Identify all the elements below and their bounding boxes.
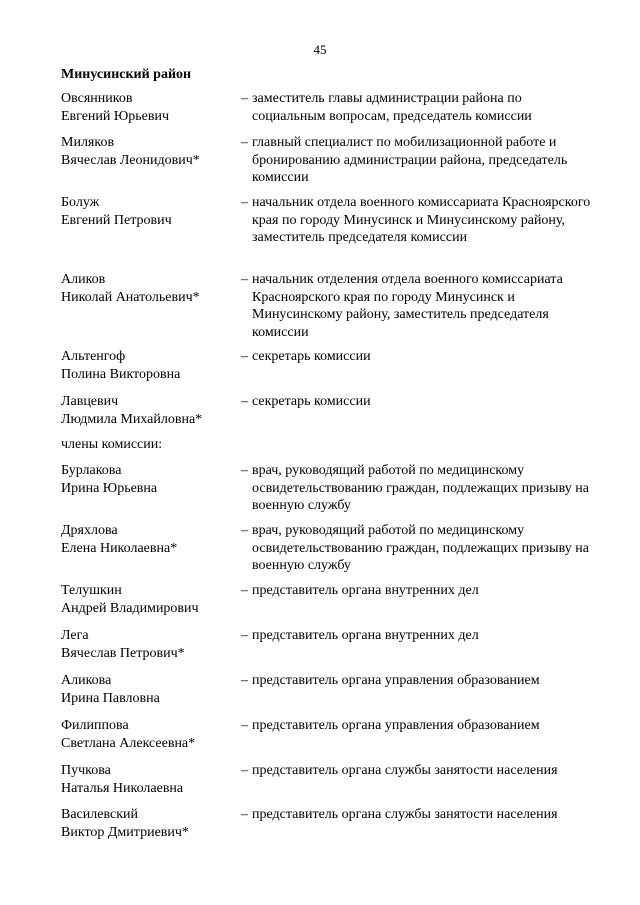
dash-separator: –	[241, 673, 248, 688]
member-surname: Болуж	[61, 195, 100, 210]
member-given-names: Виктор Дмитриевич*	[61, 824, 189, 840]
dash-separator: –	[241, 349, 248, 364]
member-role: представитель органа службы занятости населения	[252, 763, 558, 778]
dash-separator: –	[241, 583, 248, 598]
member-name	[61, 90, 236, 125]
member-name	[61, 462, 236, 497]
member-name	[61, 582, 236, 617]
member-given-names: Полина Викторовна	[61, 366, 181, 382]
member-name	[61, 393, 236, 428]
member-role: представитель органа управления образованием	[252, 718, 540, 733]
dash-separator: –	[241, 763, 248, 778]
dash-separator: –	[241, 718, 248, 733]
dash-separator: –	[241, 628, 248, 643]
dash-separator: –	[241, 463, 248, 478]
member-role: представитель органа службы занятости населения	[252, 807, 558, 822]
member-role: главный специалист по мобилизационной работе и бронированию администрации района, председатель комиссии	[252, 135, 568, 185]
member-name	[61, 806, 236, 841]
member-role: секретарь комиссии	[252, 349, 371, 364]
page-number: 45	[313, 42, 327, 57]
members-label: члены комиссии:	[61, 437, 163, 452]
member-surname: Аликов	[61, 272, 106, 287]
member-name	[61, 194, 236, 229]
member-surname: Телушкин	[61, 583, 122, 598]
member-name	[61, 348, 236, 383]
member-given-names: Евгений Юрьевич	[61, 108, 170, 124]
member-given-names: Наталья Николаевна	[61, 780, 184, 796]
member-role: представитель органа внутренних дел	[252, 583, 479, 598]
dash-separator: –	[241, 91, 248, 106]
member-role: врач, руководящий работой по медицинскому освидетельствованию граждан, подлежащих призыву на военную службу	[252, 523, 589, 573]
member-name	[61, 762, 236, 797]
dash-separator: –	[241, 394, 248, 409]
member-surname: Лавцевич	[61, 394, 119, 409]
member-given-names: Ирина Павловна	[61, 690, 160, 706]
member-name	[61, 672, 236, 707]
member-surname: Миляков	[61, 135, 115, 150]
dash-separator: –	[241, 807, 248, 822]
section-title: Минусинский район	[61, 67, 192, 82]
member-surname: Пучкова	[61, 763, 111, 778]
member-role: представитель органа внутренних дел	[252, 628, 479, 643]
member-surname: Василевский	[61, 807, 138, 822]
member-given-names: Вячеслав Петрович*	[61, 645, 185, 661]
member-name	[61, 627, 236, 662]
member-name	[61, 522, 236, 557]
member-role: заместитель главы администрации района по социальным вопросам, председатель комиссии	[252, 91, 532, 124]
dash-separator: –	[241, 272, 248, 287]
member-given-names: Светлана Алексеевна*	[61, 735, 196, 751]
member-given-names: Елена Николаевна*	[61, 540, 178, 556]
member-given-names: Вячеслав Леонидович*	[61, 152, 200, 168]
member-surname: Дряхлова	[61, 523, 118, 538]
member-surname: Овсянников	[61, 91, 133, 106]
member-surname: Лега	[61, 628, 89, 643]
dash-separator: –	[241, 135, 248, 150]
member-surname: Бурлакова	[61, 463, 122, 478]
member-given-names: Андрей Владимирович	[61, 600, 199, 616]
dash-separator: –	[241, 195, 248, 210]
member-given-names: Николай Анатольевич*	[61, 289, 200, 305]
member-role: врач, руководящий работой по медицинскому освидетельствованию граждан, подлежащих призыву на военную службу	[252, 463, 589, 513]
member-given-names: Евгений Петрович	[61, 212, 172, 228]
member-name	[61, 134, 236, 169]
member-surname: Альтенгоф	[61, 349, 126, 364]
member-role: представитель органа управления образованием	[252, 673, 540, 688]
member-role: начальник отдела военного комиссариата Красноярского края по городу Минусинск и Минусинскому району, заместитель председателя комиссии	[252, 195, 591, 245]
member-given-names: Людмила Михайловна*	[61, 411, 203, 427]
member-surname: Аликова	[61, 673, 112, 688]
dash-separator: –	[241, 523, 248, 538]
member-role: начальник отделения отдела военного комиссариата Красноярского края по городу Минусинск и Минусинскому району, заместитель председателя комиссии	[252, 272, 563, 340]
member-name	[61, 271, 236, 306]
member-given-names: Ирина Юрьевна	[61, 480, 158, 496]
member-surname: Филиппова	[61, 718, 129, 733]
member-name	[61, 717, 236, 752]
member-role: секретарь комиссии	[252, 394, 371, 409]
